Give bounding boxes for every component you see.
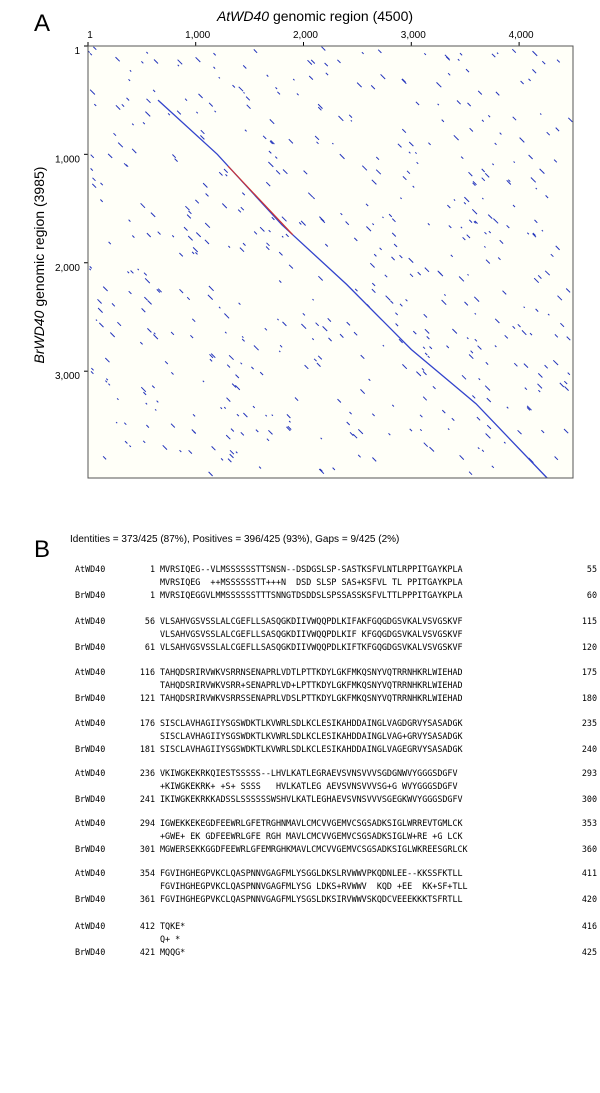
subject-name: BrWD40 <box>75 794 106 804</box>
subject-sequence: IKIWGKEKRKKADSSLSSSSSSWSHVLKATLEGHAEVSVNSVVVSGEGKWVYGGGSDGFV <box>160 794 463 804</box>
x-tick-label: 2,000 <box>292 30 319 41</box>
match-line: MVRSIQEG ++MSSSSSSTT+++N DSD SLSP SAS+KSFVL TL PPITGAYKPLA <box>160 577 463 587</box>
subject-name: BrWD40 <box>75 590 106 600</box>
top-axis-title <box>216 8 413 24</box>
subject-start: 121 <box>139 693 155 703</box>
subject-end: 300 <box>581 794 597 804</box>
subject-name: BrWD40 <box>75 642 106 652</box>
query-end: 416 <box>581 921 597 931</box>
left-axis-title-italic: BrWD40 <box>31 310 47 364</box>
query-name: AtWD40 <box>75 818 106 828</box>
subject-end: 60 <box>586 590 597 600</box>
subject-start: 1 <box>149 590 155 600</box>
query-sequence: TQKE* <box>160 921 186 931</box>
subject-name: BrWD40 <box>75 947 106 957</box>
query-sequence: TAHQDSRIRVWKVSRRNSENAPRLVDTLPTTKDYLGKFMKQSNYVQTRRNHKRLWIEHAD <box>160 667 463 677</box>
query-name: AtWD40 <box>75 564 106 574</box>
query-name: AtWD40 <box>75 667 106 677</box>
subject-sequence: SISCLAVHAGIIYSGSWDKTLKVWRLSDLKCLESIKAHDDAINGLVAGEGRVYSASADGK <box>160 744 463 754</box>
query-end: 293 <box>581 768 597 778</box>
top-axis-title-rest: genomic region (4500) <box>269 8 414 24</box>
query-start: 1 <box>149 564 155 574</box>
query-start: 412 <box>139 921 155 931</box>
y-tick-label: 2,000 <box>54 262 80 274</box>
subject-end: 420 <box>581 894 597 904</box>
subject-name: BrWD40 <box>75 894 106 904</box>
query-end: 175 <box>581 667 597 677</box>
query-name: AtWD40 <box>75 921 106 931</box>
query-end: 411 <box>581 868 597 878</box>
dotplot-chart <box>0 0 600 520</box>
subject-sequence: FGVIHGHEGPVKCLQASPNNVGAGFMLYSGSLDKSIRVWWVSKQDCVEEEKKKTSFRTLL <box>160 894 463 904</box>
match-line: Q+ * <box>160 934 181 944</box>
subject-end: 425 <box>581 947 597 957</box>
query-sequence: MVRSIQEG--VLMSSSSSSTTSNSN--DSDGSLSP-SASTKSFVLNTLRPPITGAYKPLA <box>160 564 463 574</box>
query-name: AtWD40 <box>75 868 106 878</box>
query-end: 235 <box>581 718 597 728</box>
x-tick-label: 1,000 <box>185 30 211 41</box>
query-start: 116 <box>139 667 155 677</box>
query-end: 55 <box>586 564 597 574</box>
match-line: SISCLAVHAGIIYSGSWDKTLKVWRLSDLKCLESIKAHDDAINGLVAG+GRVYSASADGK <box>160 731 463 741</box>
query-end: 353 <box>581 818 597 828</box>
subject-end: 180 <box>581 693 597 703</box>
subject-end: 240 <box>581 744 597 754</box>
plot-area <box>88 46 573 478</box>
y-tick-label: 1,000 <box>54 154 80 166</box>
query-sequence: IGWEKKEKEGDFEEWRLGFETRGHNMAVLCMCVVGEMVCSGSADKSIGLWRREVTGMLCK <box>160 818 463 828</box>
query-start: 354 <box>139 868 155 878</box>
subject-name: BrWD40 <box>75 693 106 703</box>
y-tick-label: 3,000 <box>54 371 80 383</box>
match-line: TAHQDSRIRVWKVSRR+SENAPRLVD+LPTTKDYLGKFMKQSNYVQTRRNHKRLWIEHAD <box>160 680 463 690</box>
subject-sequence: MQQG* <box>160 947 186 957</box>
query-sequence: SISCLAVHAGIIYSGSWDKTLKVWRLSDLKCLESIKAHDDAINGLVAGDGRVYSASADGK <box>160 718 463 728</box>
subject-end: 360 <box>581 844 597 854</box>
panel-a-label: A <box>34 10 51 37</box>
subject-name: BrWD40 <box>75 844 106 854</box>
query-sequence: VKIWGKEKRKQIESTSSSSS--LHVLKATLEGRAEVSVNSVVVSGDGNWVYGGGSDGFV <box>160 768 458 778</box>
subject-start: 241 <box>139 794 155 804</box>
subject-end: 120 <box>581 642 597 652</box>
query-sequence: FGVIHGHEGPVKCLQASPNNVGAGFMLYSGGLDKSLRVWWVPKQDNLEE--KKSSFKTLL <box>160 868 463 878</box>
subject-sequence: TAHQDSRIRVWKVSRRSSENAPRLVDSLPTTKDYLGKFMKQSNYVQTRRNHKRLWIEHAD <box>160 693 463 703</box>
subject-start: 301 <box>139 844 155 854</box>
subject-sequence: MVRSIQEGGVLMMSSSSSSTTTSNNGTDSDDSLSPSSASSKSFVLTTLPPPITGAYKPLA <box>160 590 463 600</box>
match-line: FGVIHGHEGPVKCLQASPNNVGAGFMLYSG LDKS+RVWWV KQD +EE KK+SF+TLL <box>160 881 468 891</box>
query-end: 115 <box>581 616 597 626</box>
left-axis-title-rest: genomic region (3985) <box>31 166 47 311</box>
x-tick-label: 1 <box>87 30 93 41</box>
x-tick-label: 3,000 <box>400 30 426 41</box>
match-line: +KIWGKEKRK+ +S+ SSSS HVLKATLEG AEVSVNSVVVSG+G WVYGGGSDGFV <box>160 781 458 791</box>
alignment-stats: Identities = 373/425 (87%), Positives = 396/425 (93%), Gaps = 9/425 (2%) <box>70 534 400 545</box>
y-axis-ticks <box>55 46 88 382</box>
query-name: AtWD40 <box>75 768 106 778</box>
subject-sequence: MGWERSEKKGGDFEEWRLGFEMRGHKMAVLCMCVVGEMVCSGSADKSIGLWKREESGRLCK <box>160 844 468 854</box>
subject-start: 61 <box>144 642 155 652</box>
left-axis-title <box>31 167 47 364</box>
panel-b-label: B <box>34 536 51 563</box>
x-tick-label: 4,000 <box>508 30 534 41</box>
x-axis-ticks <box>87 30 534 46</box>
query-start: 294 <box>139 818 155 828</box>
subject-sequence: VLSAHVGSVSSLALCGEFLLSASQGKDIIVWQQPDLKIFTKFGQGDGSVKALVSVGSKVF <box>160 642 463 652</box>
query-name: AtWD40 <box>75 616 106 626</box>
query-sequence: VLSAHVGSVSSLALCGEFLLSASQGKDIIVWQQPDLKIFAKFGQGDGSVKALVSVGSKVF <box>160 616 463 626</box>
y-tick-label: 1 <box>74 46 80 57</box>
subject-name: BrWD40 <box>75 744 106 754</box>
subject-start: 361 <box>139 894 155 904</box>
match-line: +GWE+ EK GDFEEWRLGFE RGH MAVLCMCVVGEMVCSGSADKSIGLW+RE +G LCK <box>160 831 463 841</box>
subject-start: 181 <box>139 744 155 754</box>
subject-start: 421 <box>139 947 155 957</box>
query-start: 56 <box>144 616 155 626</box>
top-axis-title-italic: AtWD40 <box>216 8 270 24</box>
query-name: AtWD40 <box>75 718 106 728</box>
query-start: 176 <box>139 718 155 728</box>
query-start: 236 <box>139 768 155 778</box>
match-line: VLSAHVGSVSSLALCGEFLLSASQGKDIIVWQQPDLKIF KFGQGDGSVKALVSVGSKVF <box>160 629 463 639</box>
